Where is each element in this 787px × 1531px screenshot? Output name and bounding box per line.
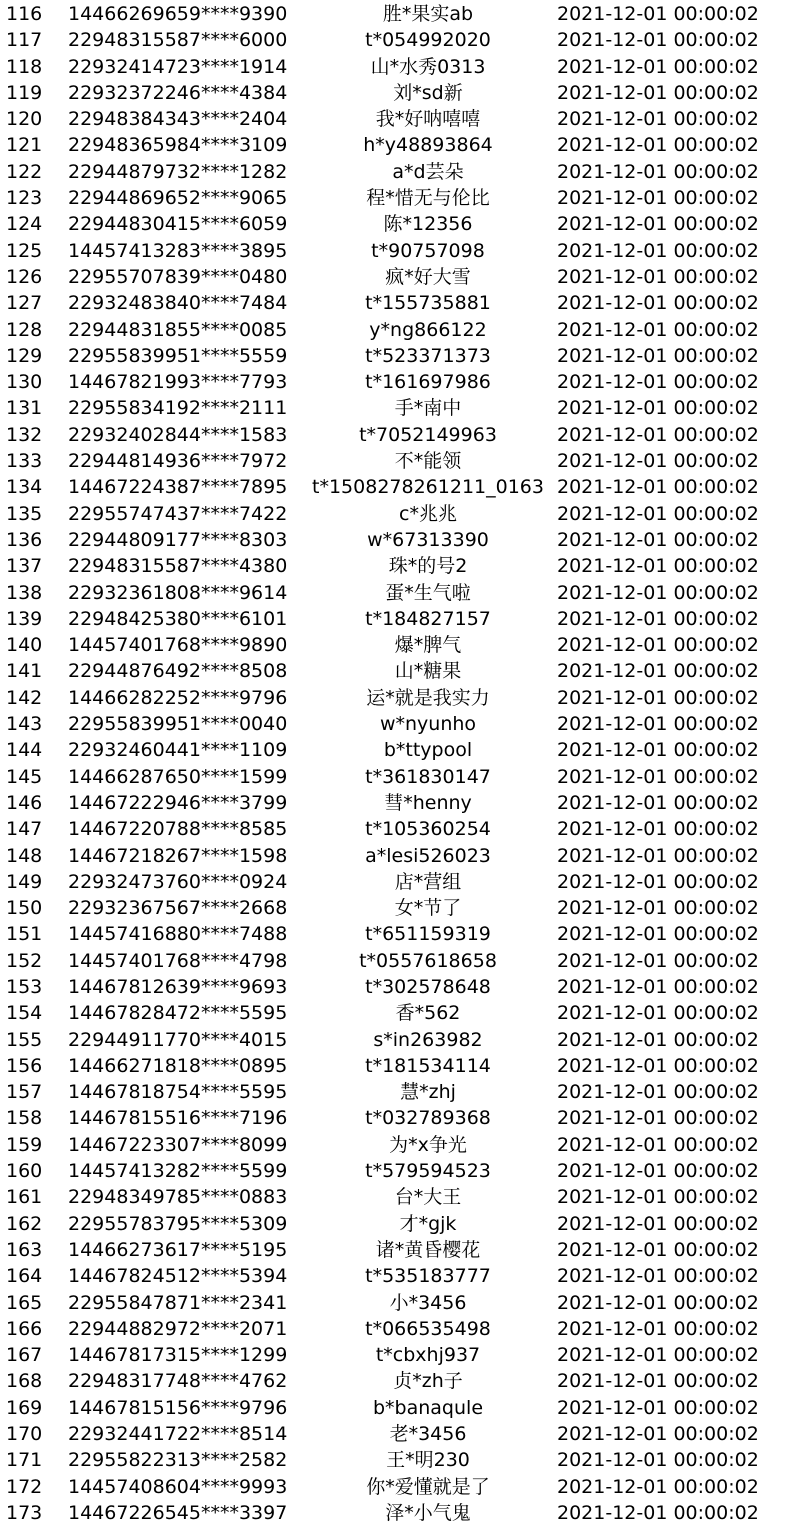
row-index: 143 (6, 713, 43, 736)
masked-nickname: w*67313390 (367, 528, 489, 551)
table-row (0, 1500, 787, 1526)
timestamp: 2021-12-01 00:00:02 (557, 897, 759, 920)
masked-nickname: t*651159319 (365, 923, 491, 946)
row-index: 129 (6, 344, 43, 367)
timestamp: 2021-12-01 00:00:02 (557, 502, 759, 525)
timestamp: 2021-12-01 00:00:02 (557, 765, 759, 788)
masked-id: 22944911770****4015 (68, 1028, 288, 1051)
masked-nickname: 爆*脾气 (394, 634, 462, 657)
masked-nickname: t*302578648 (365, 975, 491, 998)
table-row (0, 1, 787, 27)
row-index: 157 (6, 1081, 43, 1104)
masked-id: 22955747437****7422 (68, 502, 288, 525)
timestamp: 2021-12-01 00:00:02 (557, 1449, 759, 1472)
masked-id: 22932361808****9614 (68, 581, 288, 604)
table-row (0, 1237, 787, 1263)
masked-id: 22948315587****6000 (68, 29, 288, 52)
masked-id: 22944869652****9065 (68, 187, 288, 210)
timestamp: 2021-12-01 00:00:02 (557, 1081, 759, 1104)
masked-id: 22932460441****1109 (68, 739, 288, 762)
timestamp: 2021-12-01 00:00:02 (557, 108, 759, 131)
masked-id: 14467815516****7196 (68, 1107, 288, 1130)
masked-nickname: t*0557618658 (359, 949, 497, 972)
table-row (0, 1027, 787, 1053)
masked-id: 14457408604****9993 (68, 1475, 288, 1498)
row-index: 130 (6, 371, 43, 394)
timestamp: 2021-12-01 00:00:02 (557, 1212, 759, 1235)
table-row (0, 395, 787, 421)
table-row (0, 1290, 787, 1316)
masked-nickname: 胜*果实ab (382, 3, 474, 25)
masked-nickname: 珠*的号2 (388, 555, 468, 578)
timestamp: 2021-12-01 00:00:02 (557, 81, 759, 104)
timestamp: 2021-12-01 00:00:02 (557, 213, 759, 236)
row-index: 163 (6, 1238, 43, 1261)
table-row (0, 1395, 787, 1421)
row-index: 132 (6, 423, 43, 446)
timestamp: 2021-12-01 00:00:02 (557, 423, 759, 446)
row-index: 151 (6, 923, 43, 946)
timestamp: 2021-12-01 00:00:02 (557, 1265, 759, 1288)
row-index: 123 (6, 187, 43, 210)
table-row (0, 606, 787, 632)
timestamp: 2021-12-01 00:00:02 (557, 1002, 759, 1025)
table-row (0, 132, 787, 158)
row-index: 133 (6, 450, 43, 473)
masked-id: 22932441722****8514 (68, 1423, 288, 1446)
masked-id: 22955783795****5309 (68, 1212, 288, 1235)
masked-id: 22948317748****4762 (68, 1370, 288, 1393)
row-index: 160 (6, 1160, 43, 1183)
timestamp: 2021-12-01 00:00:02 (557, 134, 759, 157)
table-row (0, 658, 787, 684)
table-row (0, 54, 787, 80)
row-index: 127 (6, 292, 43, 315)
timestamp: 2021-12-01 00:00:02 (557, 1186, 759, 1209)
table-row (0, 211, 787, 237)
masked-nickname: 贞*zh子 (393, 1370, 463, 1393)
timestamp: 2021-12-01 00:00:02 (557, 292, 759, 315)
masked-nickname: 陈*12356 (383, 213, 473, 236)
row-index: 155 (6, 1028, 43, 1051)
timestamp: 2021-12-01 00:00:02 (557, 239, 759, 262)
masked-nickname: 诸*黄昏樱花 (375, 1238, 481, 1261)
masked-id: 22955707839****0480 (68, 265, 288, 288)
timestamp: 2021-12-01 00:00:02 (557, 160, 759, 183)
masked-id: 22944831855****0085 (68, 318, 288, 341)
masked-nickname: t*066535498 (365, 1317, 491, 1340)
masked-id: 22932414723****1914 (68, 55, 288, 78)
table-row (0, 580, 787, 606)
masked-id: 22955847871****2341 (68, 1291, 288, 1314)
masked-id: 14457413282****5599 (68, 1160, 288, 1183)
table-row (0, 448, 787, 474)
masked-nickname: 为*x争光 (389, 1133, 467, 1156)
table-row (0, 1053, 787, 1079)
masked-nickname: t*184827157 (365, 607, 491, 630)
masked-id: 22948384343****2404 (68, 108, 288, 131)
masked-id: 14467226545****3397 (68, 1501, 288, 1524)
masked-nickname: 小*3456 (389, 1291, 467, 1314)
table-row (0, 816, 787, 842)
masked-id: 14457413283****3895 (68, 239, 288, 262)
masked-id: 14467224387****7895 (68, 476, 288, 499)
timestamp: 2021-12-01 00:00:02 (557, 713, 759, 736)
table-row (0, 422, 787, 448)
table-row (0, 685, 787, 711)
row-index: 145 (6, 765, 43, 788)
timestamp: 2021-12-01 00:00:02 (557, 1423, 759, 1446)
table-row (0, 553, 787, 579)
masked-nickname: t*181534114 (365, 1054, 491, 1077)
row-index: 128 (6, 318, 43, 341)
row-index: 139 (6, 607, 43, 630)
timestamp: 2021-12-01 00:00:02 (557, 791, 759, 814)
table-row (0, 238, 787, 264)
masked-id: 14467812639****9693 (68, 975, 288, 998)
masked-nickname: a*d芸朵 (392, 160, 464, 183)
table-row (0, 80, 787, 106)
masked-nickname: 蛋*生气啦 (385, 581, 471, 604)
timestamp: 2021-12-01 00:00:02 (557, 55, 759, 78)
timestamp: 2021-12-01 00:00:02 (557, 870, 759, 893)
timestamp: 2021-12-01 00:00:02 (557, 607, 759, 630)
row-index: 116 (6, 3, 43, 25)
row-index: 125 (6, 239, 43, 262)
masked-nickname: 女*节了 (394, 897, 462, 920)
row-index: 122 (6, 160, 43, 183)
timestamp: 2021-12-01 00:00:02 (557, 371, 759, 394)
masked-nickname: 彗*henny (384, 791, 472, 814)
table-row (0, 1368, 787, 1394)
masked-nickname: 刘*sd新 (393, 81, 463, 104)
table-row (0, 1105, 787, 1131)
masked-nickname: 才*gjk (399, 1212, 457, 1235)
masked-id: 14467220788****8585 (68, 818, 288, 841)
table-row (0, 737, 787, 763)
row-index: 172 (6, 1475, 43, 1498)
table-row (0, 317, 787, 343)
table-row (0, 1316, 787, 1342)
masked-id: 14457401768****9890 (68, 634, 288, 657)
table-row (0, 185, 787, 211)
masked-nickname: t*161697986 (365, 371, 491, 394)
masked-id: 14466287650****1599 (68, 765, 288, 788)
masked-id: 22944809177****8303 (68, 528, 288, 551)
timestamp: 2021-12-01 00:00:02 (557, 1317, 759, 1340)
row-index: 152 (6, 949, 43, 972)
table-row (0, 106, 787, 132)
timestamp: 2021-12-01 00:00:02 (557, 1054, 759, 1077)
masked-nickname: t*155735881 (365, 292, 491, 315)
masked-nickname: t*523371373 (365, 344, 491, 367)
row-index: 173 (6, 1501, 43, 1524)
row-index: 126 (6, 265, 43, 288)
masked-id: 22944830415****6059 (68, 213, 288, 236)
masked-nickname: c*兆兆 (399, 502, 457, 525)
masked-id: 14467222946****3799 (68, 791, 288, 814)
table-row (0, 1158, 787, 1184)
masked-id: 14457401768****4798 (68, 949, 288, 972)
table-row (0, 948, 787, 974)
row-index: 158 (6, 1107, 43, 1130)
masked-id: 22944814936****7972 (68, 450, 288, 473)
masked-id: 14467818754****5595 (68, 1081, 288, 1104)
masked-nickname: 疯*好大雪 (385, 265, 471, 288)
table-row (0, 1000, 787, 1026)
masked-nickname: t*032789368 (365, 1107, 491, 1130)
table-row (0, 369, 787, 395)
masked-nickname: 我*好呐嘻嘻 (375, 108, 481, 131)
table-row (0, 711, 787, 737)
masked-nickname: t*535183777 (365, 1265, 491, 1288)
timestamp: 2021-12-01 00:00:02 (557, 555, 759, 578)
masked-id: 14467223307****8099 (68, 1133, 288, 1156)
masked-id: 22955839951****0040 (68, 713, 288, 736)
timestamp: 2021-12-01 00:00:02 (557, 1238, 759, 1261)
table-row (0, 790, 787, 816)
masked-nickname: 程*惜无与伦比 (366, 187, 490, 210)
masked-nickname: 老*3456 (389, 1423, 467, 1446)
masked-id: 22948349785****0883 (68, 1186, 288, 1209)
timestamp: 2021-12-01 00:00:02 (557, 1160, 759, 1183)
masked-id: 22944882972****2071 (68, 1317, 288, 1340)
timestamp: 2021-12-01 00:00:02 (557, 818, 759, 841)
row-index: 134 (6, 476, 43, 499)
masked-nickname: 店*营组 (394, 870, 462, 893)
masked-nickname: 不*能领 (394, 450, 462, 473)
timestamp: 2021-12-01 00:00:02 (557, 528, 759, 551)
timestamp: 2021-12-01 00:00:02 (557, 1291, 759, 1314)
masked-id: 22948365984****3109 (68, 134, 288, 157)
masked-nickname: t*7052149963 (359, 423, 497, 446)
masked-id: 14467821993****7793 (68, 371, 288, 394)
timestamp: 2021-12-01 00:00:02 (557, 1107, 759, 1130)
masked-nickname: 泽*小气鬼 (385, 1501, 471, 1524)
masked-nickname: t*579594523 (365, 1160, 491, 1183)
masked-nickname: 山*糖果 (394, 660, 462, 683)
row-index: 146 (6, 791, 43, 814)
row-index: 121 (6, 134, 43, 157)
masked-nickname: 运*就是我实力 (366, 686, 490, 709)
row-index: 154 (6, 1002, 43, 1025)
row-index: 136 (6, 528, 43, 551)
timestamp: 2021-12-01 00:00:02 (557, 3, 759, 25)
masked-nickname: b*ttypool (383, 739, 473, 762)
row-index: 153 (6, 975, 43, 998)
masked-id: 22955822313****2582 (68, 1449, 288, 1472)
masked-id: 14457416880****7488 (68, 923, 288, 946)
masked-id: 22948315587****4380 (68, 555, 288, 578)
masked-id: 22944876492****8508 (68, 660, 288, 683)
table-row (0, 1474, 787, 1500)
masked-id: 22932483840****7484 (68, 292, 288, 315)
masked-nickname: 山*水秀0313 (370, 55, 486, 78)
table-row (0, 159, 787, 185)
masked-id: 22955839951****5559 (68, 344, 288, 367)
masked-id: 14466269659****9390 (68, 3, 288, 25)
masked-id: 14466271818****0895 (68, 1054, 288, 1077)
masked-id: 22932372246****4384 (68, 81, 288, 104)
masked-nickname: t*054992020 (365, 29, 491, 52)
row-index: 124 (6, 213, 43, 236)
timestamp: 2021-12-01 00:00:02 (557, 1028, 759, 1051)
timestamp: 2021-12-01 00:00:02 (557, 686, 759, 709)
masked-nickname: a*lesi526023 (365, 844, 491, 867)
timestamp: 2021-12-01 00:00:02 (557, 975, 759, 998)
timestamp: 2021-12-01 00:00:02 (557, 1475, 759, 1498)
masked-nickname: t*361830147 (365, 765, 491, 788)
row-index: 149 (6, 870, 43, 893)
timestamp: 2021-12-01 00:00:02 (557, 29, 759, 52)
row-index: 141 (6, 660, 43, 683)
table-row (0, 764, 787, 790)
row-index: 167 (6, 1344, 43, 1367)
row-index: 164 (6, 1265, 43, 1288)
masked-nickname: w*nyunho (379, 713, 477, 736)
masked-id: 14466273617****5195 (68, 1238, 288, 1261)
row-index: 166 (6, 1317, 43, 1340)
row-index: 169 (6, 1396, 43, 1419)
masked-id: 22932367567****2668 (68, 897, 288, 920)
masked-nickname: b*banaqule (372, 1396, 484, 1419)
masked-nickname: 台*大王 (394, 1186, 462, 1209)
row-index: 170 (6, 1423, 43, 1446)
row-index: 148 (6, 844, 43, 867)
row-index: 144 (6, 739, 43, 762)
table-row (0, 501, 787, 527)
timestamp: 2021-12-01 00:00:02 (557, 949, 759, 972)
row-index: 119 (6, 81, 43, 104)
table-row (0, 1184, 787, 1210)
timestamp: 2021-12-01 00:00:02 (557, 1396, 759, 1419)
timestamp: 2021-12-01 00:00:02 (557, 450, 759, 473)
table-row (0, 474, 787, 500)
masked-nickname: t*90757098 (371, 239, 485, 262)
timestamp: 2021-12-01 00:00:02 (557, 1133, 759, 1156)
masked-nickname: t*1508278261211_0163 (312, 476, 544, 499)
table-row (0, 895, 787, 921)
masked-nickname: 王*明230 (386, 1449, 470, 1472)
row-index: 140 (6, 634, 43, 657)
masked-nickname: y*ng866122 (369, 318, 487, 341)
row-index: 135 (6, 502, 43, 525)
row-index: 137 (6, 555, 43, 578)
timestamp: 2021-12-01 00:00:02 (557, 1344, 759, 1367)
table-row (0, 1211, 787, 1237)
row-index: 131 (6, 397, 43, 420)
masked-nickname: h*y48893864 (363, 134, 493, 157)
row-index: 159 (6, 1133, 43, 1156)
row-index: 147 (6, 818, 43, 841)
row-index: 138 (6, 581, 43, 604)
row-index: 120 (6, 108, 43, 131)
table-row (0, 1263, 787, 1289)
table-row (0, 1421, 787, 1447)
timestamp: 2021-12-01 00:00:02 (557, 1370, 759, 1393)
table-row (0, 974, 787, 1000)
timestamp: 2021-12-01 00:00:02 (557, 739, 759, 762)
row-index: 161 (6, 1186, 43, 1209)
timestamp: 2021-12-01 00:00:02 (557, 844, 759, 867)
masked-id: 14467218267****1598 (68, 844, 288, 867)
timestamp: 2021-12-01 00:00:02 (557, 318, 759, 341)
table-row (0, 1132, 787, 1158)
masked-id: 22932402844****1583 (68, 423, 288, 446)
table-row (0, 1447, 787, 1473)
table-row (0, 343, 787, 369)
masked-id: 22932473760****0924 (68, 870, 288, 893)
table-row (0, 264, 787, 290)
masked-nickname: t*105360254 (365, 818, 491, 841)
timestamp: 2021-12-01 00:00:02 (557, 344, 759, 367)
table-row (0, 290, 787, 316)
table-row (0, 527, 787, 553)
masked-nickname: 慧*zhj (400, 1081, 456, 1104)
row-index: 171 (6, 1449, 43, 1472)
timestamp: 2021-12-01 00:00:02 (557, 634, 759, 657)
timestamp: 2021-12-01 00:00:02 (557, 1501, 759, 1524)
masked-nickname: t*cbxhj937 (375, 1344, 481, 1367)
masked-nickname: 你*爱懂就是了 (366, 1475, 490, 1498)
row-index: 118 (6, 55, 43, 78)
timestamp: 2021-12-01 00:00:02 (557, 581, 759, 604)
row-index: 142 (6, 686, 43, 709)
table-row (0, 632, 787, 658)
timestamp: 2021-12-01 00:00:02 (557, 265, 759, 288)
masked-id: 22955834192****2111 (68, 397, 288, 420)
masked-nickname: s*in263982 (373, 1028, 483, 1051)
masked-id: 14467828472****5595 (68, 1002, 288, 1025)
masked-id: 14467824512****5394 (68, 1265, 288, 1288)
timestamp: 2021-12-01 00:00:02 (557, 660, 759, 683)
masked-id: 14467817315****1299 (68, 1344, 288, 1367)
timestamp: 2021-12-01 00:00:02 (557, 476, 759, 499)
table-row (0, 869, 787, 895)
timestamp: 2021-12-01 00:00:02 (557, 397, 759, 420)
row-index: 162 (6, 1212, 43, 1235)
row-index: 156 (6, 1054, 43, 1077)
masked-id: 22948425380****6101 (68, 607, 288, 630)
masked-nickname: 香*562 (395, 1002, 461, 1025)
table-row (0, 27, 787, 53)
row-index: 168 (6, 1370, 43, 1393)
masked-id: 14467815156****9796 (68, 1396, 288, 1419)
table-row (0, 843, 787, 869)
row-index: 165 (6, 1291, 43, 1314)
table-row (0, 921, 787, 947)
timestamp: 2021-12-01 00:00:02 (557, 187, 759, 210)
masked-id: 14466282252****9796 (68, 686, 288, 709)
table-row (0, 1342, 787, 1368)
masked-id: 22944879732****1282 (68, 160, 288, 183)
table-row (0, 1079, 787, 1105)
masked-nickname: 手*南中 (394, 397, 462, 420)
row-index: 150 (6, 897, 43, 920)
timestamp: 2021-12-01 00:00:02 (557, 923, 759, 946)
row-index: 117 (6, 29, 43, 52)
